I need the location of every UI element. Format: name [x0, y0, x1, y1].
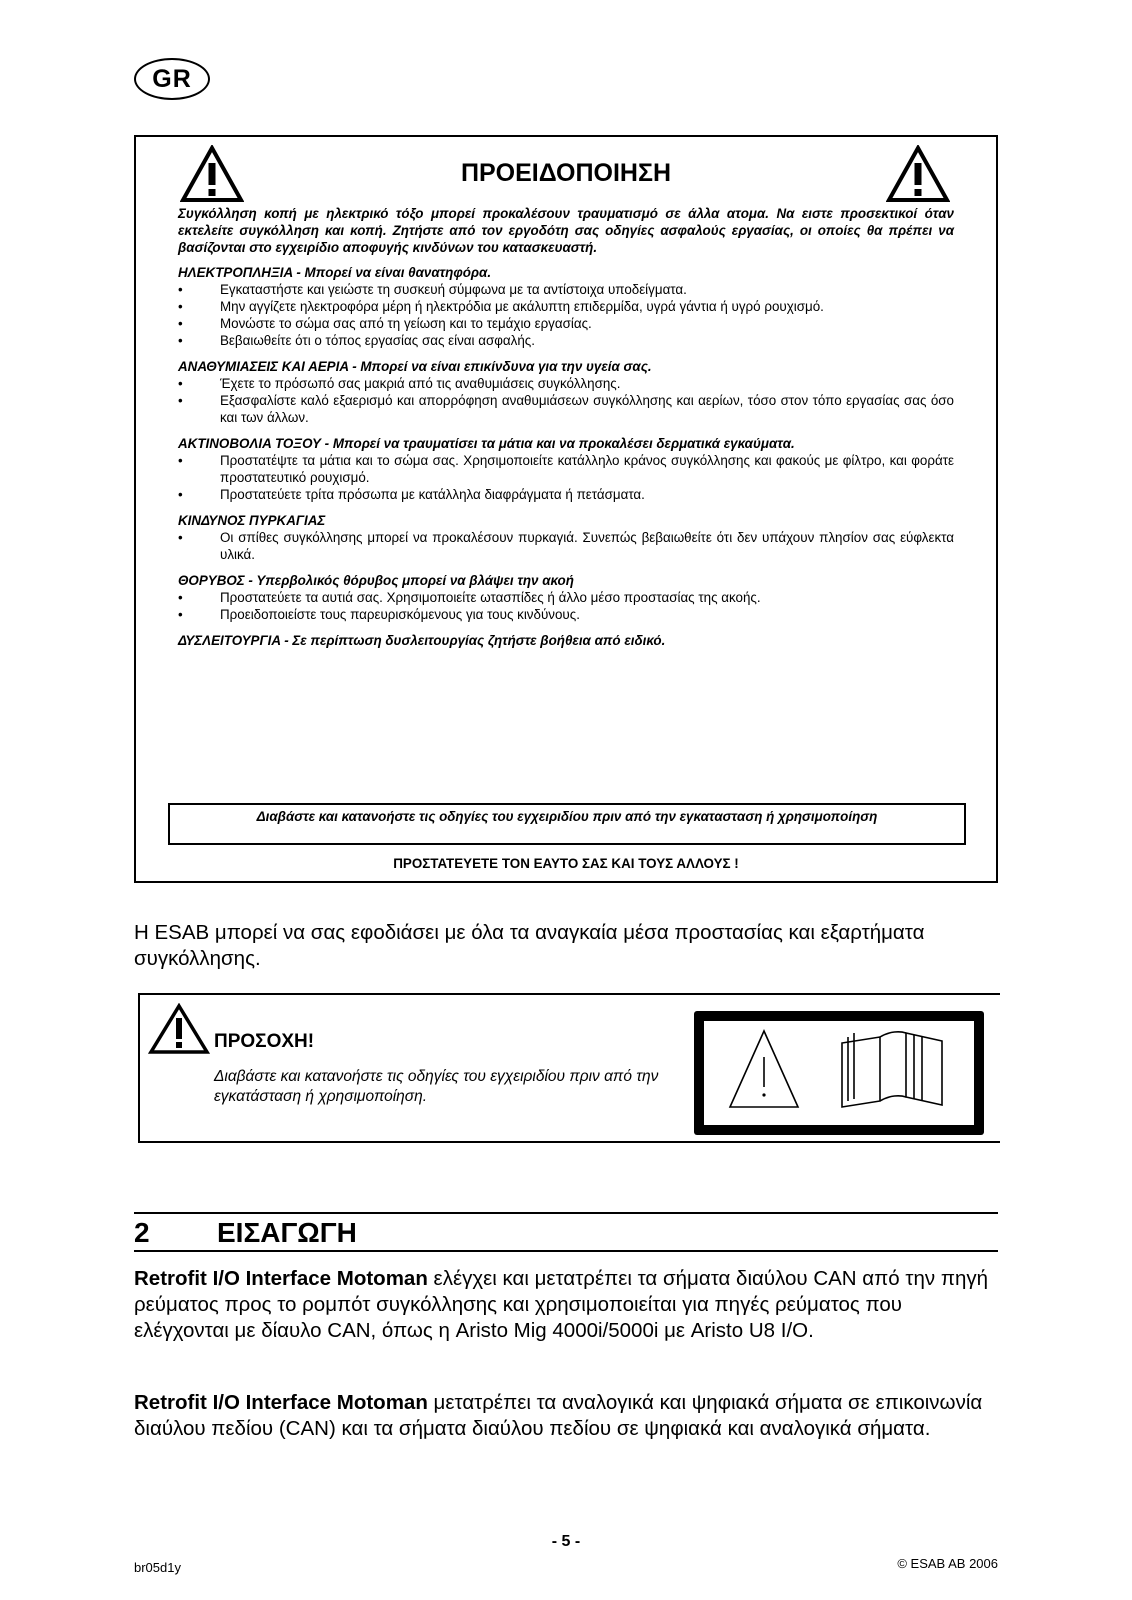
list-item: • Εγκαταστήστε και γειώστε τη συσκευή σύμφωνα με τα αντίστοιχα υποδείγματα.: [178, 281, 954, 298]
heading-rule: [134, 1250, 998, 1252]
section-title: ΔΥΣΛΕΙΤΟΥΡΓΙΑ - Σε περίπτωση δυσλειτουργίας ζητήστε βοήθεια από ειδικό.: [178, 633, 666, 648]
warning-content: [178, 205, 954, 658]
section-title: ΘΟΡΥΒΟΣ - Υπερβολικός θόρυβος μπορεί να βλάψει την ακοή: [178, 573, 574, 588]
section-title: ΑΚΤΙΝΟΒΟΛΙΑ ΤΟΞΟΥ - Μπορεί να τραυματίσει τα μάτια και να προκαλέσει δερματικά εγκαύματα.: [178, 436, 795, 451]
list-item: • Βεβαιωθείτε ότι ο τόπος εργασίας σας είναι ασφαλής.: [178, 332, 954, 349]
list-item: • Προστατέψτε τα μάτια και το σώμα σας. Χρησιμοποιείτε κατάλληλο κράνος συγκόλλησης και φακούς με φίλτρο, και φοράτε προστατευτικό ρουχισμό.: [178, 452, 954, 486]
paragraph-text: ελέγχει και μετατρέπει τα σήματα διαύλου CAN από την πηγή ρεύματος προς το ρομπότ συγκόλλησης και χρησιμοποιείται για πηγές ρεύματος που ελέγχονται με δίαυλο CAN, όπως η Aristo Mig 4000i/5000i με Aristo U8 I/O.: [134, 1267, 989, 1342]
section-number: 2: [134, 1217, 150, 1248]
warning-section-arc-rays: [178, 435, 954, 503]
section-title: ΕΙΣΑΓΩΓΗ: [217, 1217, 357, 1248]
warning-section-fire: [178, 512, 954, 563]
list-item: • Μην αγγίζετε ηλεκτροφόρα μέρη ή ηλεκτρόδια με ακάλυπτη επιδερμίδα, υγρά γάντια ή υγρό ρουχισμό.: [178, 298, 954, 315]
list-item: • Εξασφαλίστε καλό εξαερισμό και απορρόφηση αναθυμιάσεων συγκόλλησης και αερίων, τόσο στον τόπο εργασίας σας όσο και των άλλων.: [178, 392, 954, 426]
warning-intro: Συγκόλληση κοπή με ηλεκτρικό τόξο μπορεί προκαλέσουν τραυματισμό σε άλλα ατομα. Να ειστε προσεκτικοί όταν εκτελείτε συγκόλληση και κοπή. Ζητήστε από τον εργοδότη σας οδηγίες ασφαλούς εργασίας, οι οποίες θα πρέπει να βασίζονται στο εγχειρίδιο αποφυγής κινδύνων του κατασκευαστή.: [178, 206, 954, 255]
paragraph: [134, 1390, 1000, 1442]
section-title: ΚΙΝΔΥΝΟΣ ΠΥΡΚΑΓΙΑΣ: [178, 513, 326, 528]
esab-note: Η ESAB μπορεί να σας εφοδιάσει με όλα τα αναγκαία μέσα προστασίας και εξαρτήματα συγκόλλησης.: [134, 921, 925, 970]
read-manual-notice: Διαβάστε και κατανοήστε τις οδηγίες του εγχειριδίου πριν από την εγκατασταση ή χρησιμοποίηση: [168, 803, 966, 845]
list-item: • Οι σπίθες συγκόλλησης μπορεί να προκαλέσουν πυρκαγιά. Συνεπώς βεβαιωθείτε ότι δεν υπάχουν πλησίον σας εύφλεκτα υλικά.: [178, 529, 954, 563]
product-name: Retrofit I/O Interface Motoman: [134, 1391, 428, 1414]
section-title: ΑΝΑΘΥΜΙΑΣΕΙΣ ΚΑΙ ΑΕΡΙΑ - Μπορεί να είναι επικίνδυνα για την υγεία σας.: [178, 359, 652, 374]
language-badge: GR: [134, 58, 210, 100]
heading-rule: [134, 1212, 998, 1214]
list-item: • Μονώστε το σώμα σας από τη γείωση και το τεμάχιο εργασίας.: [178, 315, 954, 332]
warning-box: [134, 135, 998, 883]
caution-text: Διαβάστε και κατανοήστε τις οδηγίες του εγχειριδίου πριν από την εγκατάσταση ή χρησιμοποίηση.: [214, 1068, 659, 1105]
list-item: • Προστατεύετε τρίτα πρόσωπα με κατάλληλα διαφράγματα ή πετάσματα.: [178, 486, 954, 503]
document-code: br05d1y: [134, 1560, 181, 1575]
paragraph-text: μετατρέπει τα αναλογικά και ψηφιακά σήματα σε επικοινωνία διαύλου πεδίου (CAN) και τα σήματα διαύλου πεδίου σε ψηφιακά και αναλογικά σήματα.: [134, 1391, 983, 1440]
copyright: © ESAB AB 2006: [897, 1556, 998, 1571]
read-manual-symbol: [694, 1011, 984, 1135]
warning-section-noise: [178, 572, 954, 623]
warning-section-fumes: [178, 358, 954, 426]
read-manual-icon: [704, 1021, 974, 1125]
warning-triangle-icon: [148, 1003, 210, 1055]
list-item: • Έχετε το πρόσωπό σας μακριά από τις αναθυμιάσεις συγκόλλησης.: [178, 375, 954, 392]
section-title: ΗΛΕΚΤΡΟΠΛΗΞΙΑ - Μπορεί να είναι θανατηφόρα.: [178, 265, 492, 280]
product-name: Retrofit I/O Interface Motoman: [134, 1267, 428, 1290]
warning-title: ΠΡΟΕΙΔΟΠΟΙΗΣΗ: [460, 159, 672, 187]
paragraph: [134, 1266, 1000, 1344]
protect-notice: ΠΡΟΣΤΑΤΕΥΕΤΕ ΤΟΝ ΕΑΥΤΟ ΣΑΣ ΚΑΙ ΤΟΥΣ ΑΛΛΟΥΣ !: [393, 856, 739, 871]
list-item: • Προστατεύετε τα αυτιά σας. Χρησιμοποιείτε ωτασπίδες ή άλλο μέσο προστασίας της ακοής.: [178, 589, 954, 606]
page-number: - 5 -: [551, 1533, 581, 1550]
caution-title: ΠΡΟΣΟΧΗ!: [214, 1031, 315, 1052]
list-item: • Προειδοποιείστε τους παρευρισκόμενους για τους κινδύνους.: [178, 606, 954, 623]
warning-section-malfunction: [178, 632, 954, 649]
warning-section-electric-shock: [178, 264, 954, 349]
